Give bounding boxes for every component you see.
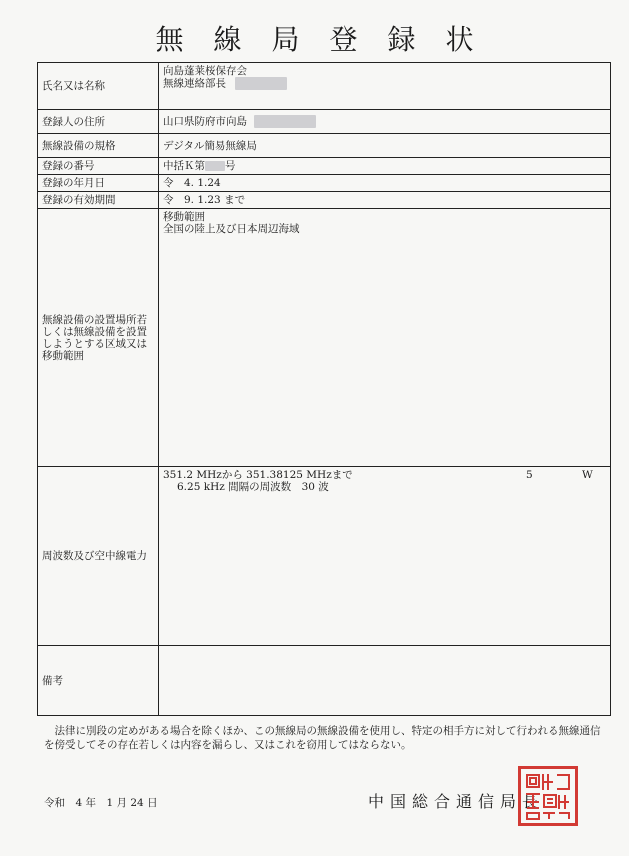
label-reg-date: 登録の年月日 xyxy=(38,175,159,192)
area-line2: 全国の陸上及び日本周辺海域 xyxy=(163,223,300,235)
value-address xyxy=(159,110,611,134)
label-name: 氏名又は名称 xyxy=(38,63,159,110)
name-line2: 無線連絡部長 xyxy=(163,77,226,90)
value-remarks xyxy=(159,646,611,716)
label-standard: 無線設備の規格 xyxy=(38,134,159,158)
antenna-power xyxy=(526,469,606,481)
row-reg-number xyxy=(38,158,611,175)
address-text: 山口県防府市向島 xyxy=(163,115,247,128)
redaction-number xyxy=(205,161,225,171)
official-seal-icon xyxy=(518,766,578,826)
legal-notice: 法律に別段の定めがある場合を除くほか、この無線局の無線設備を使用し、特定の相手方に対して行われる無線通信を傍受してその存在若しくは内容を漏らし、又はこれを窃用してはならない。 xyxy=(44,725,601,751)
issuer-name: 中国総合通信局長 xyxy=(368,792,545,811)
label-frequency: 周波数及び空中線電力 xyxy=(38,467,159,646)
power-value: 5 xyxy=(526,469,533,481)
row-valid xyxy=(38,192,611,209)
power-unit: W xyxy=(582,469,593,481)
name-line1: 向島蓬莱桜保存会 xyxy=(163,65,247,77)
reg-number-prefix: 中括Ｋ第 xyxy=(163,160,205,172)
label-reg-number: 登録の番号 xyxy=(38,158,159,175)
issue-date: 令和 4 年 1 月 24 日 xyxy=(44,797,158,809)
document-title: 無線局登録状 xyxy=(155,23,504,56)
row-area xyxy=(38,209,611,467)
label-area: 無線設備の設置場所若しくは無線設備を設置しようとする区域又は移動範囲 xyxy=(38,209,159,467)
redaction-name xyxy=(235,77,287,90)
label-address: 登録人の住所 xyxy=(38,110,159,134)
value-reg-number xyxy=(159,158,611,175)
value-valid: 令 9. 1.23 まで xyxy=(159,192,611,209)
reg-number-suffix: 号 xyxy=(225,160,236,172)
row-reg-date xyxy=(38,175,611,192)
value-reg-date: 令 4. 1.24 xyxy=(159,175,611,192)
row-remarks xyxy=(38,646,611,716)
area-line1: 移動範囲 xyxy=(163,211,205,223)
freq-line2: 6.25 kHz 間隔の周波数 30 波 xyxy=(177,481,329,493)
freq-line1: 351.2 MHzから 351.38125 MHzまで xyxy=(163,469,353,481)
label-remarks: 備考 xyxy=(38,646,159,716)
value-name xyxy=(159,63,611,110)
seal-graphic xyxy=(521,769,575,823)
redaction-address xyxy=(254,115,316,128)
row-frequency xyxy=(38,467,611,646)
value-area xyxy=(159,209,611,467)
row-address xyxy=(38,110,611,134)
value-frequency xyxy=(159,467,611,646)
registration-table xyxy=(37,62,611,716)
label-valid: 登録の有効期間 xyxy=(38,192,159,209)
row-name xyxy=(38,63,611,110)
value-standard: デジタル簡易無線局 xyxy=(159,134,611,158)
row-standard xyxy=(38,134,611,158)
